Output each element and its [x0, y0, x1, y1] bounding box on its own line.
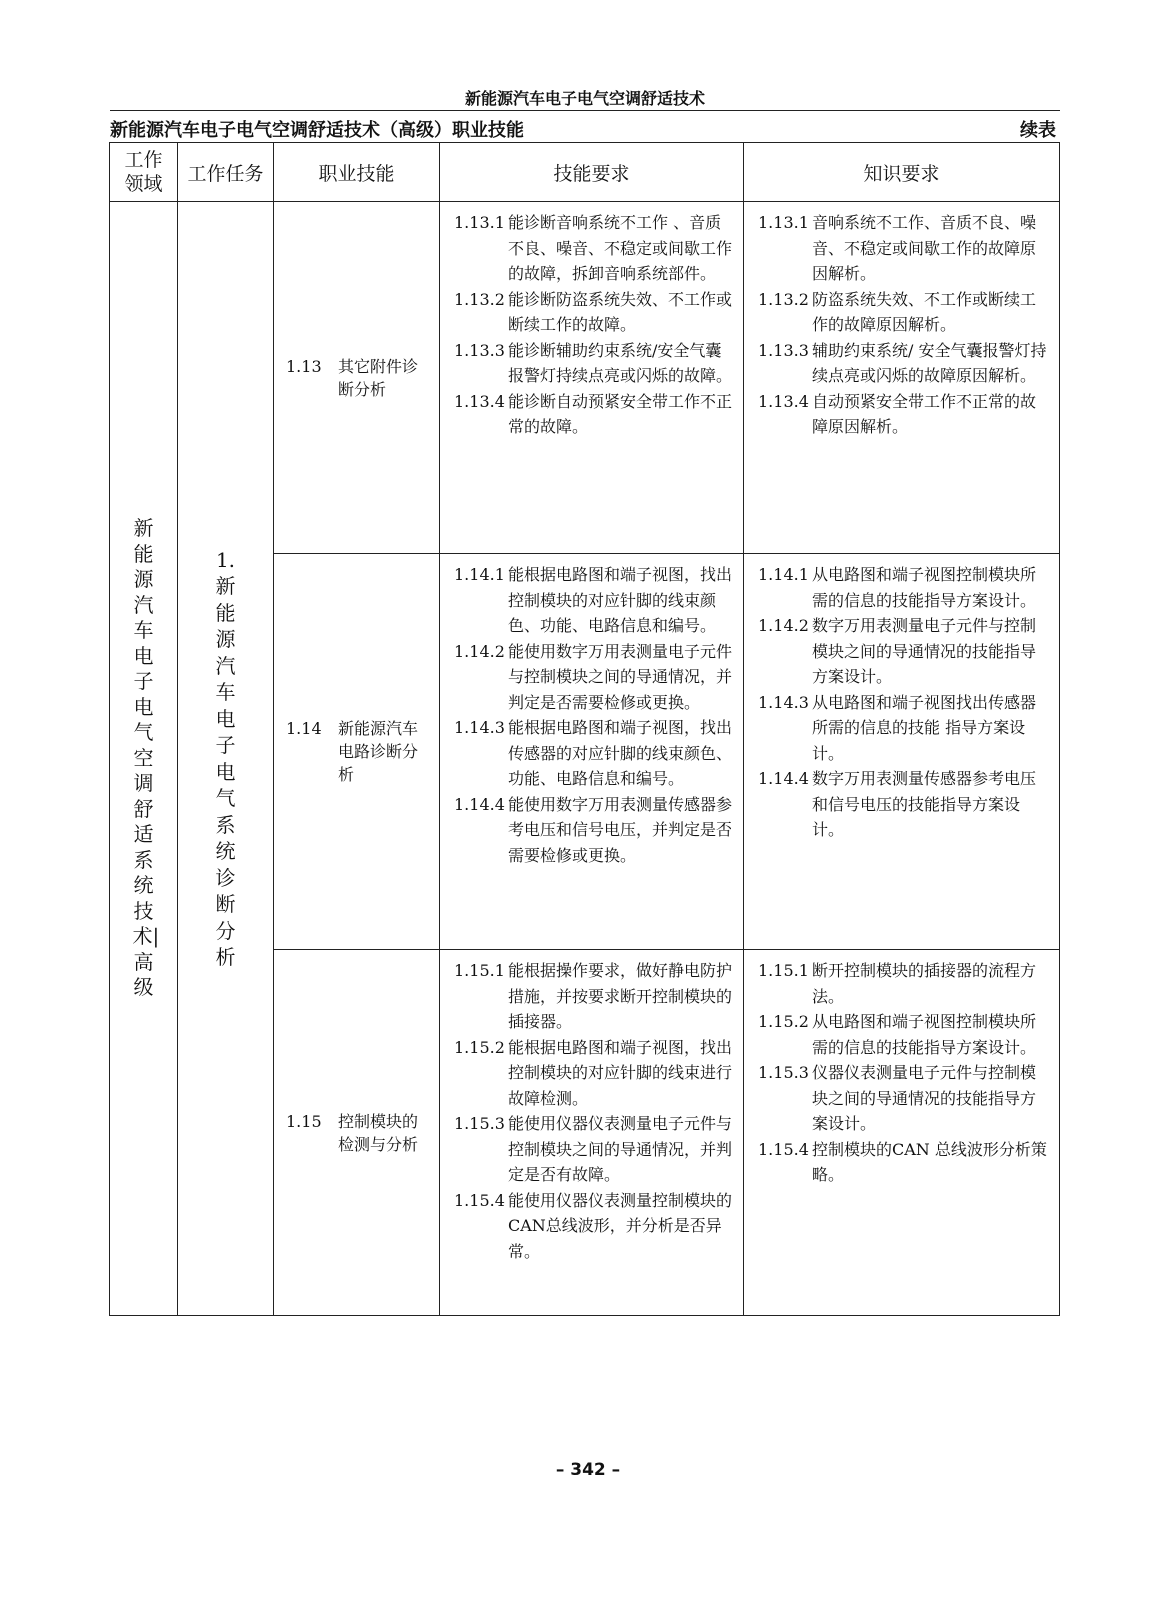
table-row: [110, 202, 1060, 554]
domain-text: 新能源汽车电子电气空调舒适系统技术|高级: [132, 516, 160, 1000]
list-item: 1.15.2 从电路图和端子视图控制模块所需的信息的技能指导方案设计。: [758, 1012, 1037, 1057]
col-header-knowledge-req: 知识要求: [744, 143, 1060, 202]
list-item: 1.14.3 从电路图和端子视图找出传感器所需的信息的技能 指导方案设计。: [758, 692, 1037, 763]
skill-name: 新能源汽车电路诊断分析: [338, 719, 419, 784]
skill-requirements-cell: [440, 202, 744, 554]
list-item: 1.14.2 能使用数字万用表测量电子元件与控制模块之间的导通情况，并判定是否需要检修或更换。: [454, 641, 733, 712]
list-item: 1.14.1 从电路图和端子视图控制模块所需的信息的技能指导方案设计。: [758, 565, 1037, 610]
list-item: 1.15.1 断开控制模块的插接器的流程方法。: [758, 961, 1037, 1006]
knowledge-requirements-cell: [744, 950, 1060, 1316]
list-item: 1.15.1 能根据操作要求，做好静电防护措施，并按要求断开控制模块的插接器。: [454, 961, 733, 1031]
header-row: [110, 143, 1060, 202]
task-text: 1.新能源汽车电子电气系统诊断分析: [215, 547, 236, 969]
list-item: 1.15.3 仪器仪表测量电子元件与控制模块之间的导通情况的技能指导方案设计。: [758, 1063, 1037, 1133]
list-item: 1.14.1 能根据电路图和端子视图，找出控制模块的对应针脚的线束颜色、功能、电路信息和编号。: [454, 565, 733, 635]
list-item: 1.13.1 能诊断音响系统不工作 、音质不良、噪音、不稳定或间歇工作的故障，拆卸音响系统部件。: [454, 213, 733, 283]
list-item: 1.13.2 能诊断防盗系统失效、不工作或断续工作的故障。: [454, 289, 733, 334]
running-header: 新能源汽车电子电气空调舒适技术: [464, 89, 705, 108]
col-header-skill: 职业技能: [274, 143, 440, 202]
list-item: 1.15.4 能使用仪器仪表测量控制模块的CAN总线波形，并分析是否异常。: [454, 1190, 733, 1261]
col-header-domain: 工作领域: [110, 143, 178, 202]
skill-cell: [274, 554, 440, 950]
list-item: 1.13.2 防盗系统失效、不工作或断续工作的故障原因解析。: [758, 289, 1037, 334]
list-item: 1.13.4 自动预紧安全带工作不正常的故障原因解析。: [758, 391, 1037, 436]
task-cell: [178, 202, 274, 1316]
list-item: 1.13.4 能诊断自动预紧安全带工作不正常的故障。: [454, 391, 733, 436]
list-item: 1.14.3 能根据电路图和端子视图，找出传感器的对应针脚的线束颜色、功能、电路信息和编号。: [454, 718, 733, 788]
list-item: 1.15.4 控制模块的CAN 总线波形分析策略。: [758, 1139, 1047, 1184]
skill-name: 控制模块的检测与分析: [338, 1111, 419, 1154]
page-number: – 342 –: [555, 1460, 621, 1480]
col-header-skill-req: 技能要求: [440, 143, 744, 202]
list-item: 1.14.4 数字万用表测量传感器参考电压和信号电压的技能指导方案设计。: [758, 769, 1037, 839]
skills-table: [109, 142, 1060, 1316]
skill-cell: [274, 950, 440, 1316]
list-item: 1.13.1 音响系统不工作、音质不良、噪音、不稳定或间歇工作的故障原因解析。: [758, 213, 1037, 283]
list-item: 1.14.4 能使用数字万用表测量传感器参考电压和信号电压，并判定是否需要检修或更换。: [454, 794, 733, 865]
knowledge-requirements-cell: [744, 554, 1060, 950]
skill-number: 1.15: [286, 1111, 322, 1131]
col-header-task: 工作任务: [178, 143, 274, 202]
list-item: 1.15.3 能使用仪器仪表测量电子元件与控制模块之间的导通情况，并判定是否有故障。: [454, 1114, 733, 1184]
skill-name: 其它附件诊断分析: [338, 356, 419, 399]
skill-number: 1.13: [286, 356, 322, 376]
skill-number: 1.14: [286, 719, 322, 738]
skill-requirements-cell: [440, 554, 744, 950]
header-rule: [110, 110, 1060, 111]
domain-cell: [110, 202, 178, 1316]
list-item: 1.13.3 能诊断辅助约束系统/安全气囊报警灯持续点亮或闪烁的故障。: [454, 340, 733, 385]
continued-label: 续表: [1020, 120, 1056, 141]
list-item: 1.15.2 能根据电路图和端子视图，找出控制模块的对应针脚的线束进行故障检测。: [454, 1037, 733, 1108]
list-item: 1.14.2 数字万用表测量电子元件与控制模块之间的导通情况的技能指导方案设计。: [758, 616, 1037, 686]
table-title: 新能源汽车电子电气空调舒适技术（高级）职业技能: [110, 120, 524, 141]
skill-cell: [274, 202, 440, 554]
knowledge-requirements-cell: [744, 202, 1060, 554]
skill-requirements-cell: [440, 950, 744, 1316]
list-item: 1.13.3 辅助约束系统/ 安全气囊报警灯持续点亮或闪烁的故障原因解析。: [758, 340, 1047, 385]
